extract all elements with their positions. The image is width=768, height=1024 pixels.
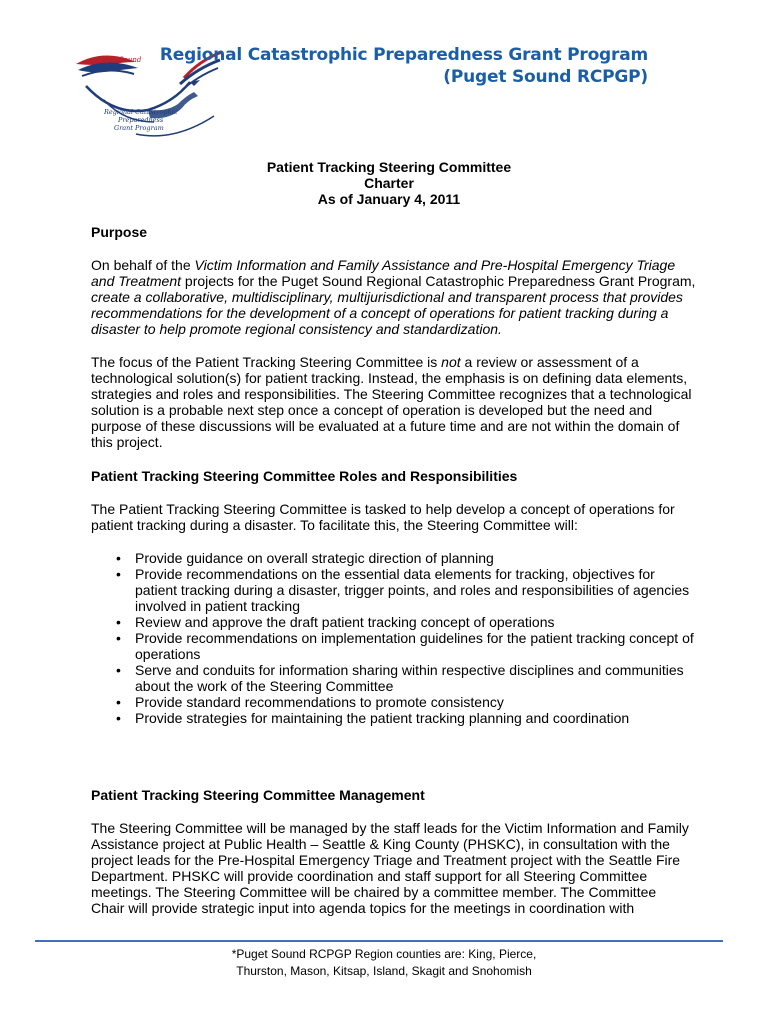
roles-bullet-list (91, 550, 694, 726)
text-line: recommendations for the development of a concept of operations for patient tracking during a (91, 305, 669, 321)
management-heading: Patient Tracking Steering Committee Management (91, 787, 425, 803)
footer-rule (35, 940, 723, 942)
header-program-title: Regional Catastrophic Preparedness Grant Program (159, 45, 648, 65)
text-line: The Patient Tracking Steering Committee is tasked to help develop a concept of operations for (91, 501, 675, 517)
text-line: The Steering Committee will be managed by the staff leads for the Victim Information and Family (91, 820, 689, 836)
text-line: Assistance project at Public Health – Seattle & King County (PHSKC), in consultation with the (91, 836, 670, 852)
logo-caption-line-3: Grant Program (114, 124, 164, 132)
logo-caption-line-2: Preparedness (118, 116, 164, 124)
doc-subtitle: Charter (364, 175, 414, 191)
bullet-item: • Provide recommendations on implementation guidelines for the patient tracking concept of operations (91, 630, 691, 662)
text-line: and Treatment projects for the Puget Sound Regional Catastrophic Preparedness Grant Program, (91, 273, 696, 289)
text-line: meetings. The Steering Committee will be chaired by a committee member. The Committee (91, 884, 657, 900)
header-program-acronym: (Puget Sound RCPGP) (443, 67, 648, 87)
footnote (0, 946, 768, 980)
logo-caption-line-1: Regional Catastrophic (104, 108, 178, 116)
bullet-item: • Provide strategies for maintaining the patient tracking planning and coordination (91, 710, 691, 726)
purpose-paragraph-2 (91, 354, 691, 450)
doc-date: As of January 4, 2011 (317, 191, 461, 207)
bullet-item: • Serve and conduits for information sharing within respective disciplines and communities about the work of the Steering Committee (91, 662, 691, 694)
roles-heading: Patient Tracking Steering Committee Roles and Responsibilities (91, 468, 518, 484)
roles-intro (91, 501, 691, 533)
purpose-heading: Purpose (91, 224, 148, 240)
bullet-item: • Provide guidance on overall strategic direction of planning (91, 550, 691, 566)
purpose-paragraph-1 (91, 257, 696, 337)
text-line: purpose of these discussions will be evaluated at a future time and are not within the domain of (91, 418, 680, 434)
text-line: strategies and roles and responsibilities. The Steering Committee recognizes that a technological (91, 386, 692, 402)
footnote-line-2: Thurston, Mason, Kitsap, Island, Skagit and Snohomish (236, 964, 532, 978)
text-line: solution is a probable next step once a concept of operation is developed but the need and (91, 402, 653, 418)
management-paragraph (91, 820, 691, 916)
text-line: disaster to help promote regional consistency and standardization. (91, 321, 502, 337)
doc-title: Patient Tracking Steering Committee (266, 159, 512, 175)
bullet-item: • Review and approve the draft patient tracking concept of operations (91, 614, 691, 630)
text-line: technological solution(s) for patient tracking. Instead, the emphasis is on defining data elements, (91, 370, 688, 386)
text-line: The focus of the Patient Tracking Steering Committee is not a review or assessment of a (91, 354, 639, 370)
text-line: project leads for the Pre-Hospital Emergency Triage and Treatment project with the Seattle Fire (91, 852, 681, 868)
text-line: this project. (91, 434, 163, 450)
bullet-item: • Provide recommendations on the essential data elements for tracking, objectives for patient tracking during a disaster, trigger points, and roles and responsibilities of agencies involved in patient tracking (91, 566, 691, 614)
text-line: Department. PHSKC will provide coordination and staff support for all Steering Committee (91, 868, 648, 884)
text-line: patient tracking during a disaster. To facilitate this, the Steering Committee will: (91, 517, 578, 533)
text-line: On behalf of the Victim Information and Family Assistance and Pre-Hospital Emergency Triage (91, 257, 676, 273)
text-line: create a collaborative, multidisciplinary, multijurisdictional and transparent process that provides (91, 289, 683, 305)
footnote-line-1: *Puget Sound RCPGP Region counties are: King, Pierce, (231, 947, 537, 961)
text-line: Chair will provide strategic input into agenda topics for the meetings in coordination with (91, 900, 635, 916)
bullet-item: • Provide standard recommendations to promote consistency (91, 694, 691, 710)
logo-banner-text: Puget Sound (96, 56, 142, 64)
